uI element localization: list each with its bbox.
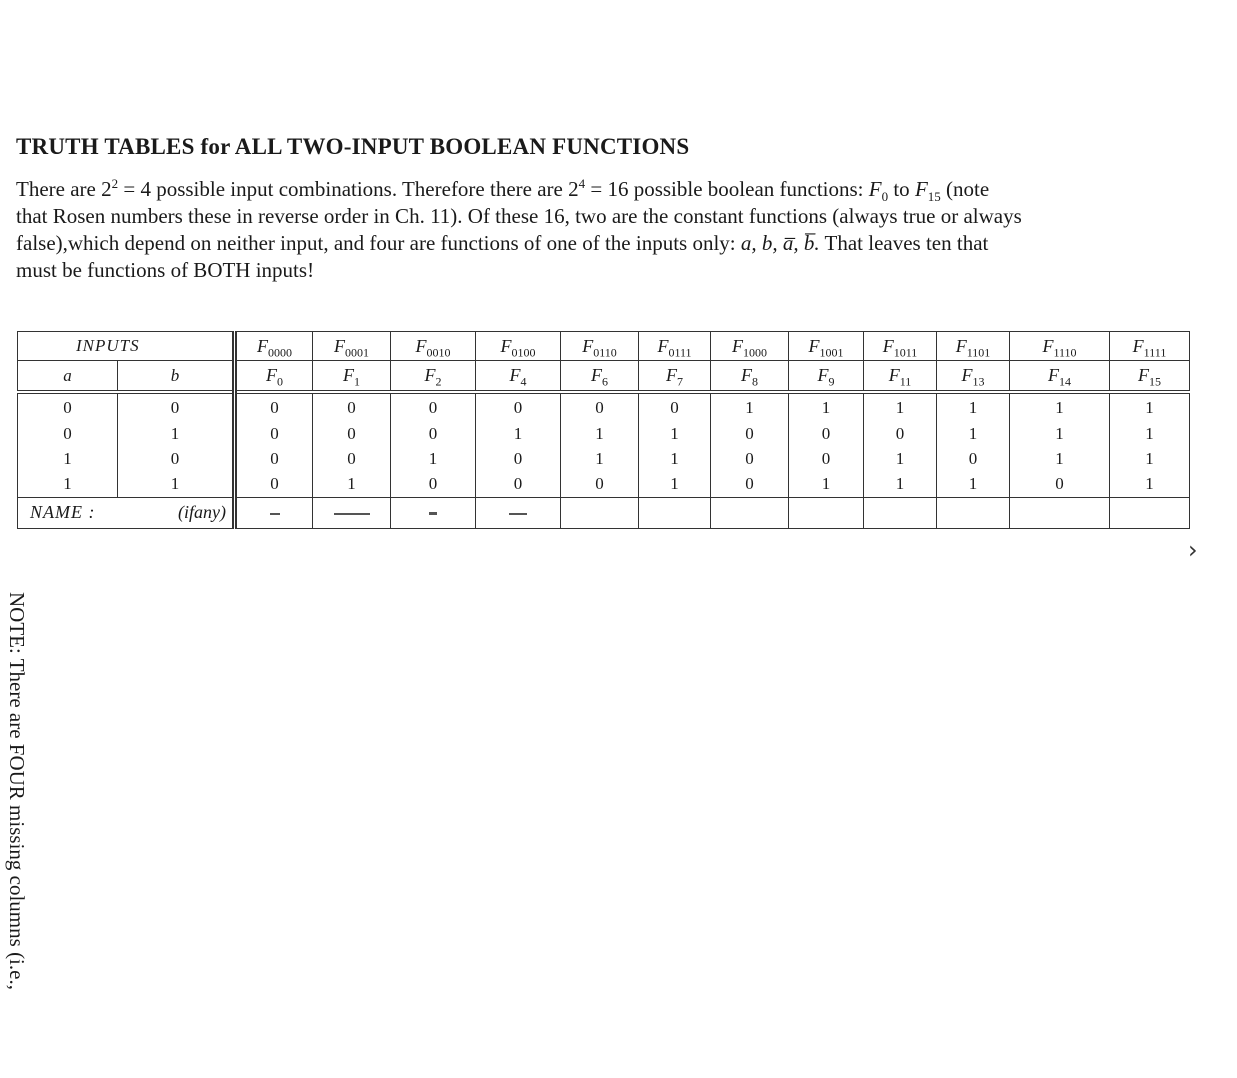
function-index-11: $F_{11}$ <box>864 361 937 392</box>
function-header-0010: $F_{0010}$ <box>391 332 476 361</box>
value-cell: 0 <box>561 471 639 497</box>
pencil-mark <box>429 512 437 515</box>
value-cell: 0 <box>789 421 864 446</box>
name-cell[interactable] <box>789 497 864 528</box>
function-header-1110: $F_{1110}$ <box>1010 332 1110 361</box>
value-cell: 1 <box>1010 446 1110 471</box>
intro-line-2: that Rosen numbers these in reverse order in Ch. 11). Of these 16, two are the constant functions (always true or always <box>16 204 1022 228</box>
value-cell: 0 <box>235 392 313 421</box>
value-cell: 0 <box>313 446 391 471</box>
value-cell: 0 <box>711 446 789 471</box>
name-cell[interactable] <box>937 497 1010 528</box>
page-title: TRUTH TABLES for ALL TWO-INPUT BOOLEAN FUNCTIONS <box>16 134 690 159</box>
input-a-header: a <box>18 361 118 392</box>
function-index-row <box>18 361 1190 392</box>
table-row <box>18 421 1190 446</box>
name-cell[interactable] <box>561 497 639 528</box>
value-cell: 1 <box>1110 392 1190 421</box>
function-index-8: $F_8$ <box>711 361 789 392</box>
value-cell: 1 <box>391 446 476 471</box>
value-cell: 0 <box>235 471 313 497</box>
function-header-1111: $F_{1111}$ <box>1110 332 1190 361</box>
value-cell: 0 <box>391 471 476 497</box>
value-cell: 1 <box>1110 471 1190 497</box>
value-cell: 1 <box>864 471 937 497</box>
table-row <box>18 392 1190 421</box>
intro-line-1: There are $2^2 = 4$ possible input combinations. Therefore there are $2^4 = 16$ possible boolean functions: $F_0$ to $F_{15}$ (note <box>16 176 990 205</box>
input-a-cell: 1 <box>18 471 118 497</box>
function-index-7: $F_7$ <box>639 361 711 392</box>
truth-table <box>17 331 1190 529</box>
function-header-0100: $F_{0100}$ <box>476 332 561 361</box>
input-a-cell: 0 <box>18 421 118 446</box>
pencil-mark <box>270 513 280 515</box>
value-cell: 1 <box>476 421 561 446</box>
input-a-cell: 0 <box>18 392 118 421</box>
table-row <box>18 446 1190 471</box>
name-cell[interactable] <box>313 497 391 528</box>
value-cell: 1 <box>789 392 864 421</box>
input-b-header: b <box>118 361 235 392</box>
value-cell: 1 <box>1110 421 1190 446</box>
value-cell: 1 <box>864 446 937 471</box>
value-cell: 1 <box>789 471 864 497</box>
value-cell: 0 <box>313 392 391 421</box>
name-cell[interactable] <box>1010 497 1110 528</box>
value-cell: 1 <box>937 471 1010 497</box>
input-b-cell: 1 <box>118 471 235 497</box>
value-cell: 1 <box>561 421 639 446</box>
value-cell: 1 <box>313 471 391 497</box>
value-cell: 0 <box>789 446 864 471</box>
function-header-0000: $F_{0000}$ <box>235 332 313 361</box>
name-cell[interactable] <box>476 497 561 528</box>
function-header-1001: $F_{1001}$ <box>789 332 864 361</box>
function-index-1: $F_1$ <box>313 361 391 392</box>
function-header-1000: $F_{1000}$ <box>711 332 789 361</box>
rotated-note: NOTE: There are FOUR missing columns (i.e., <box>5 592 29 990</box>
function-header-0111: $F_{0111}$ <box>639 332 711 361</box>
name-ifany: (ifany) <box>118 497 235 528</box>
next-page-chevron-icon[interactable]: › <box>1188 536 1198 564</box>
value-cell: 0 <box>476 446 561 471</box>
pencil-mark <box>334 513 370 515</box>
name-cell[interactable] <box>1110 497 1190 528</box>
value-cell: 1 <box>937 392 1010 421</box>
name-cell[interactable] <box>639 497 711 528</box>
function-header-0001: $F_{0001}$ <box>313 332 391 361</box>
value-cell: 0 <box>864 421 937 446</box>
value-cell: 1 <box>1010 421 1110 446</box>
value-cell: 1 <box>639 471 711 497</box>
value-cell: 0 <box>235 421 313 446</box>
function-index-2: $F_2$ <box>391 361 476 392</box>
name-cell[interactable] <box>864 497 937 528</box>
table-row <box>18 471 1190 497</box>
function-header-row <box>18 332 1190 361</box>
value-cell: 0 <box>711 471 789 497</box>
function-header-1011: $F_{1011}$ <box>864 332 937 361</box>
value-cell: 1 <box>1010 392 1110 421</box>
value-cell: 0 <box>235 446 313 471</box>
value-cell: 0 <box>937 446 1010 471</box>
input-b-cell: 1 <box>118 421 235 446</box>
inputs-header: INPUTS <box>18 332 235 361</box>
intro-paragraph <box>16 176 1196 284</box>
value-cell: 0 <box>1010 471 1110 497</box>
function-index-13: $F_{13}$ <box>937 361 1010 392</box>
input-b-cell: 0 <box>118 392 235 421</box>
intro-line-3: false),which depend on neither input, and four are functions of one of the inputs only: a, b, a̅, b̅. That leaves ten that <box>16 231 989 255</box>
input-b-cell: 0 <box>118 446 235 471</box>
value-cell: 0 <box>313 421 391 446</box>
function-index-9: $F_9$ <box>789 361 864 392</box>
value-cell: 1 <box>864 392 937 421</box>
value-cell: 0 <box>639 392 711 421</box>
name-cell[interactable] <box>711 497 789 528</box>
value-cell: 0 <box>561 392 639 421</box>
value-cell: 1 <box>639 446 711 471</box>
value-cell: 1 <box>1110 446 1190 471</box>
function-index-15: $F_{15}$ <box>1110 361 1190 392</box>
function-index-4: $F_4$ <box>476 361 561 392</box>
value-cell: 0 <box>476 471 561 497</box>
value-cell: 1 <box>937 421 1010 446</box>
value-cell: 1 <box>711 392 789 421</box>
function-index-6: $F_6$ <box>561 361 639 392</box>
value-cell: 0 <box>711 421 789 446</box>
name-cell[interactable] <box>391 497 476 528</box>
function-header-1101: $F_{1101}$ <box>937 332 1010 361</box>
value-cell: 1 <box>561 446 639 471</box>
value-cell: 0 <box>476 392 561 421</box>
name-cell[interactable] <box>235 497 313 528</box>
name-label: NAME : <box>18 497 118 528</box>
name-row <box>18 497 1190 528</box>
function-index-14: $F_{14}$ <box>1010 361 1110 392</box>
function-header-0110: $F_{0110}$ <box>561 332 639 361</box>
value-cell: 0 <box>391 421 476 446</box>
intro-line-4: must be functions of BOTH inputs! <box>16 258 315 282</box>
function-index-0: $F_0$ <box>235 361 313 392</box>
input-a-cell: 1 <box>18 446 118 471</box>
value-cell: 1 <box>639 421 711 446</box>
pencil-mark <box>509 513 527 515</box>
value-cell: 0 <box>391 392 476 421</box>
